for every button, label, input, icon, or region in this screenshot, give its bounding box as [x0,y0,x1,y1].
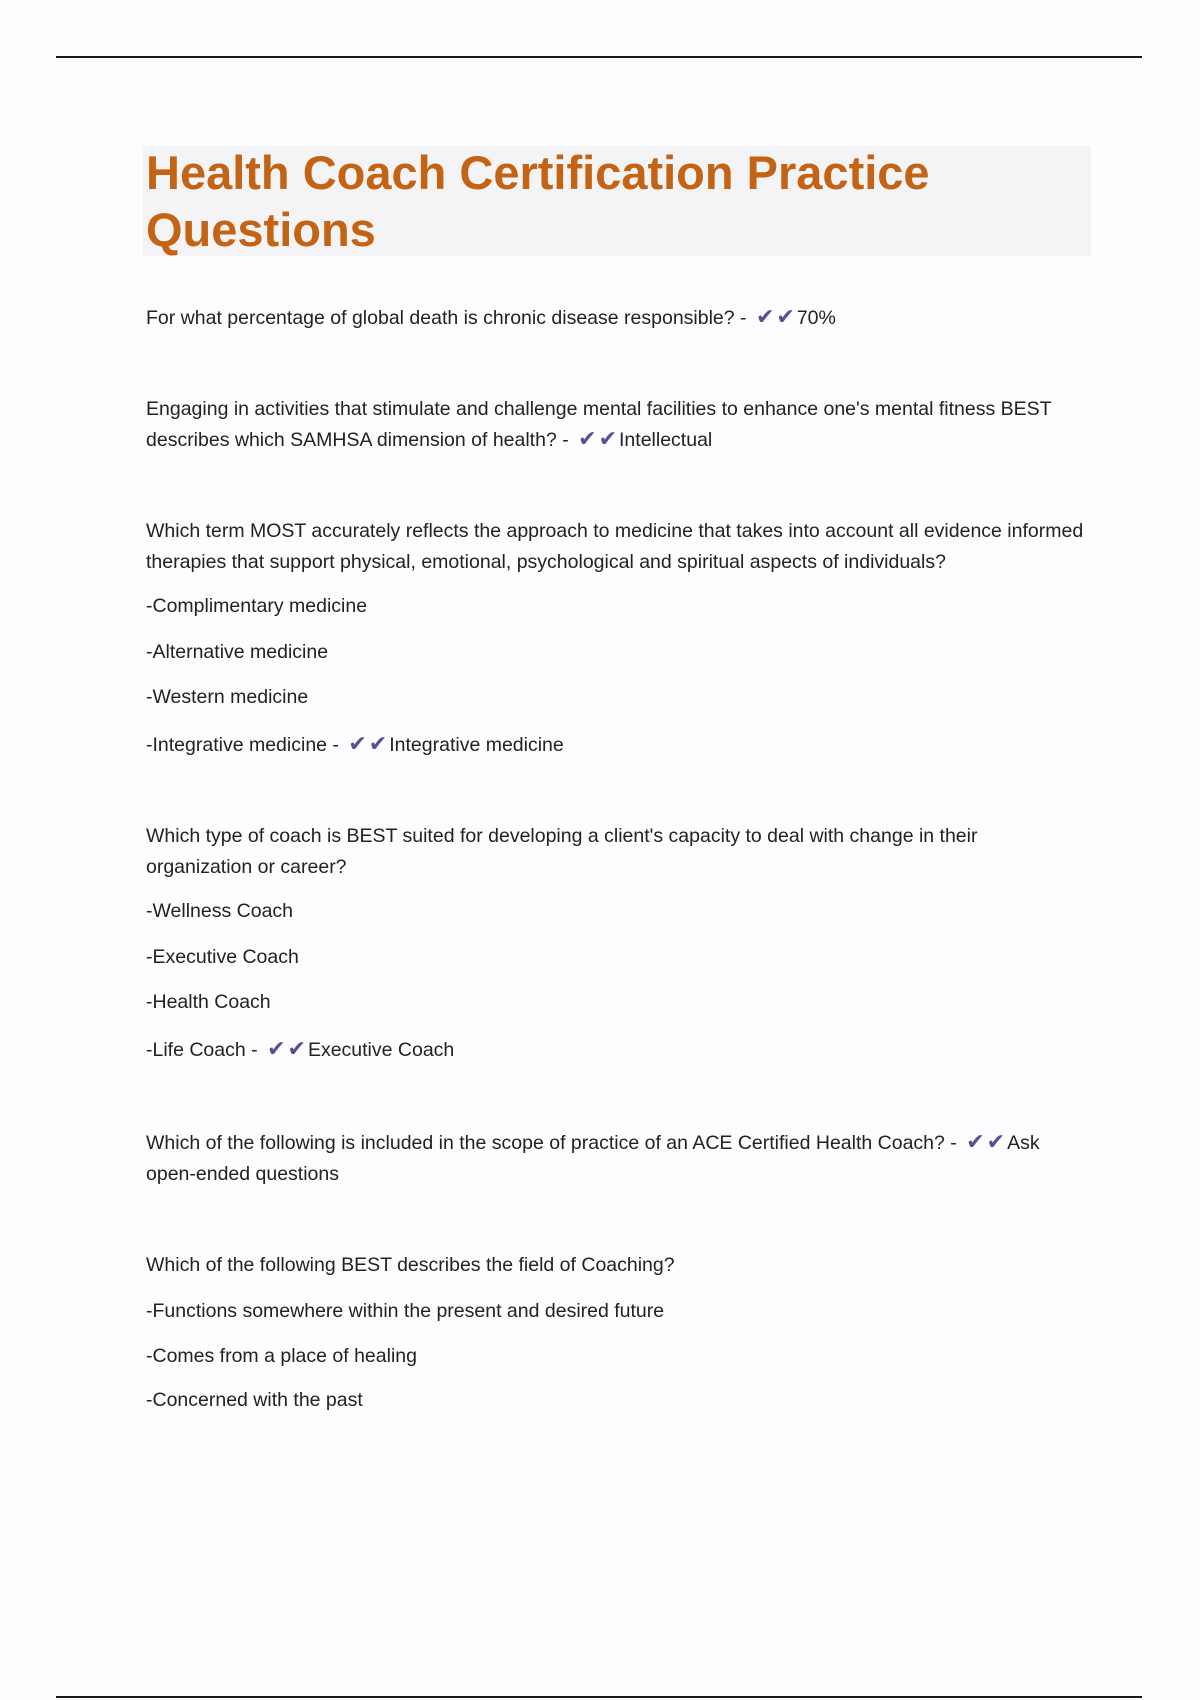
option-item: -Concerned with the past [146,1389,363,1411]
option-item: -Executive Coach [146,946,299,968]
option-item: -Wellness Coach [146,900,294,922]
question-text: For what percentage of global death is chronic disease responsible? [146,307,735,329]
question-1: For what percentage of global death is chronic disease responsible? - ✔✔ 70% [146,305,836,330]
question-text: Which of the following BEST describes the field of Coaching? [146,1254,675,1276]
question-text: Which term MOST accurately reflects the approach to medicine that takes into account all evidence informed therapies that support physical, emotional, psychological and spiritual aspects of individuals? [146,520,1084,573]
question-text: Which of the following is included in the scope of practice of an ACE Certified Health Coach? [146,1132,945,1154]
question-6 [146,1250,1086,1281]
option-item: -Complimentary medicine [146,595,368,617]
question-5: Which of the following is included in the scope of practice of an ACE Certified Health Coach? - ✔✔ Ask open-ended questions [146,1130,1040,1185]
option-item: -Health Coach [146,991,271,1013]
check-icon: ✔ [578,427,597,452]
answer-text: Integrative medicine [389,734,564,756]
page-title: Health Coach Certification Practice Questions [146,146,930,256]
check-icon: ✔ [287,1037,306,1062]
option-item: -Life Coach [146,1039,246,1061]
option-answer-row: -Life Coach - ✔✔ Executive Coach [146,1037,455,1062]
option-answer-row: -Integrative medicine - ✔✔ Integrative medicine [146,732,564,757]
option-item: -Alternative medicine [146,641,329,663]
check-icon: ✔ [986,1130,1006,1155]
question-4 [146,821,1086,883]
bottom-divider [56,1696,1142,1698]
question-3 [146,516,1086,578]
check-icon: ✔ [598,427,618,452]
option-item: -Integrative medicine [146,734,328,756]
question-2: Engaging in activities that stimulate and challenge mental facilities to enhance one's mental fitness BEST describes which SAMHSA dimension of health? - ✔✔ Intellectual [146,398,1052,452]
question-text: Which type of coach is BEST suited for developing a client's capacity to deal with change in their organization or career? [146,825,978,878]
check-icon: ✔ [776,305,795,330]
answer-text: Intellectual [619,429,713,451]
answer-text: Executive Coach [307,1039,455,1061]
check-icon: ✔ [348,732,367,757]
check-icon: ✔ [755,305,775,330]
answer-text: Ask open-ended questions [146,1132,1040,1185]
option-item: -Comes from a place of healing [146,1345,417,1367]
top-divider [56,56,1142,58]
option-item: -Functions somewhere within the present and desired future [146,1300,665,1322]
answer-text: 70% [796,307,836,329]
check-icon: ✔ [267,1037,286,1062]
check-icon: ✔ [368,732,388,757]
option-item: -Western medicine [146,686,309,708]
question-text: Engaging in activities that stimulate and challenge mental facilities to enhance one's mental fitness BEST describes which SAMHSA dimension of health? [146,398,1052,451]
check-icon: ✔ [966,1130,985,1155]
